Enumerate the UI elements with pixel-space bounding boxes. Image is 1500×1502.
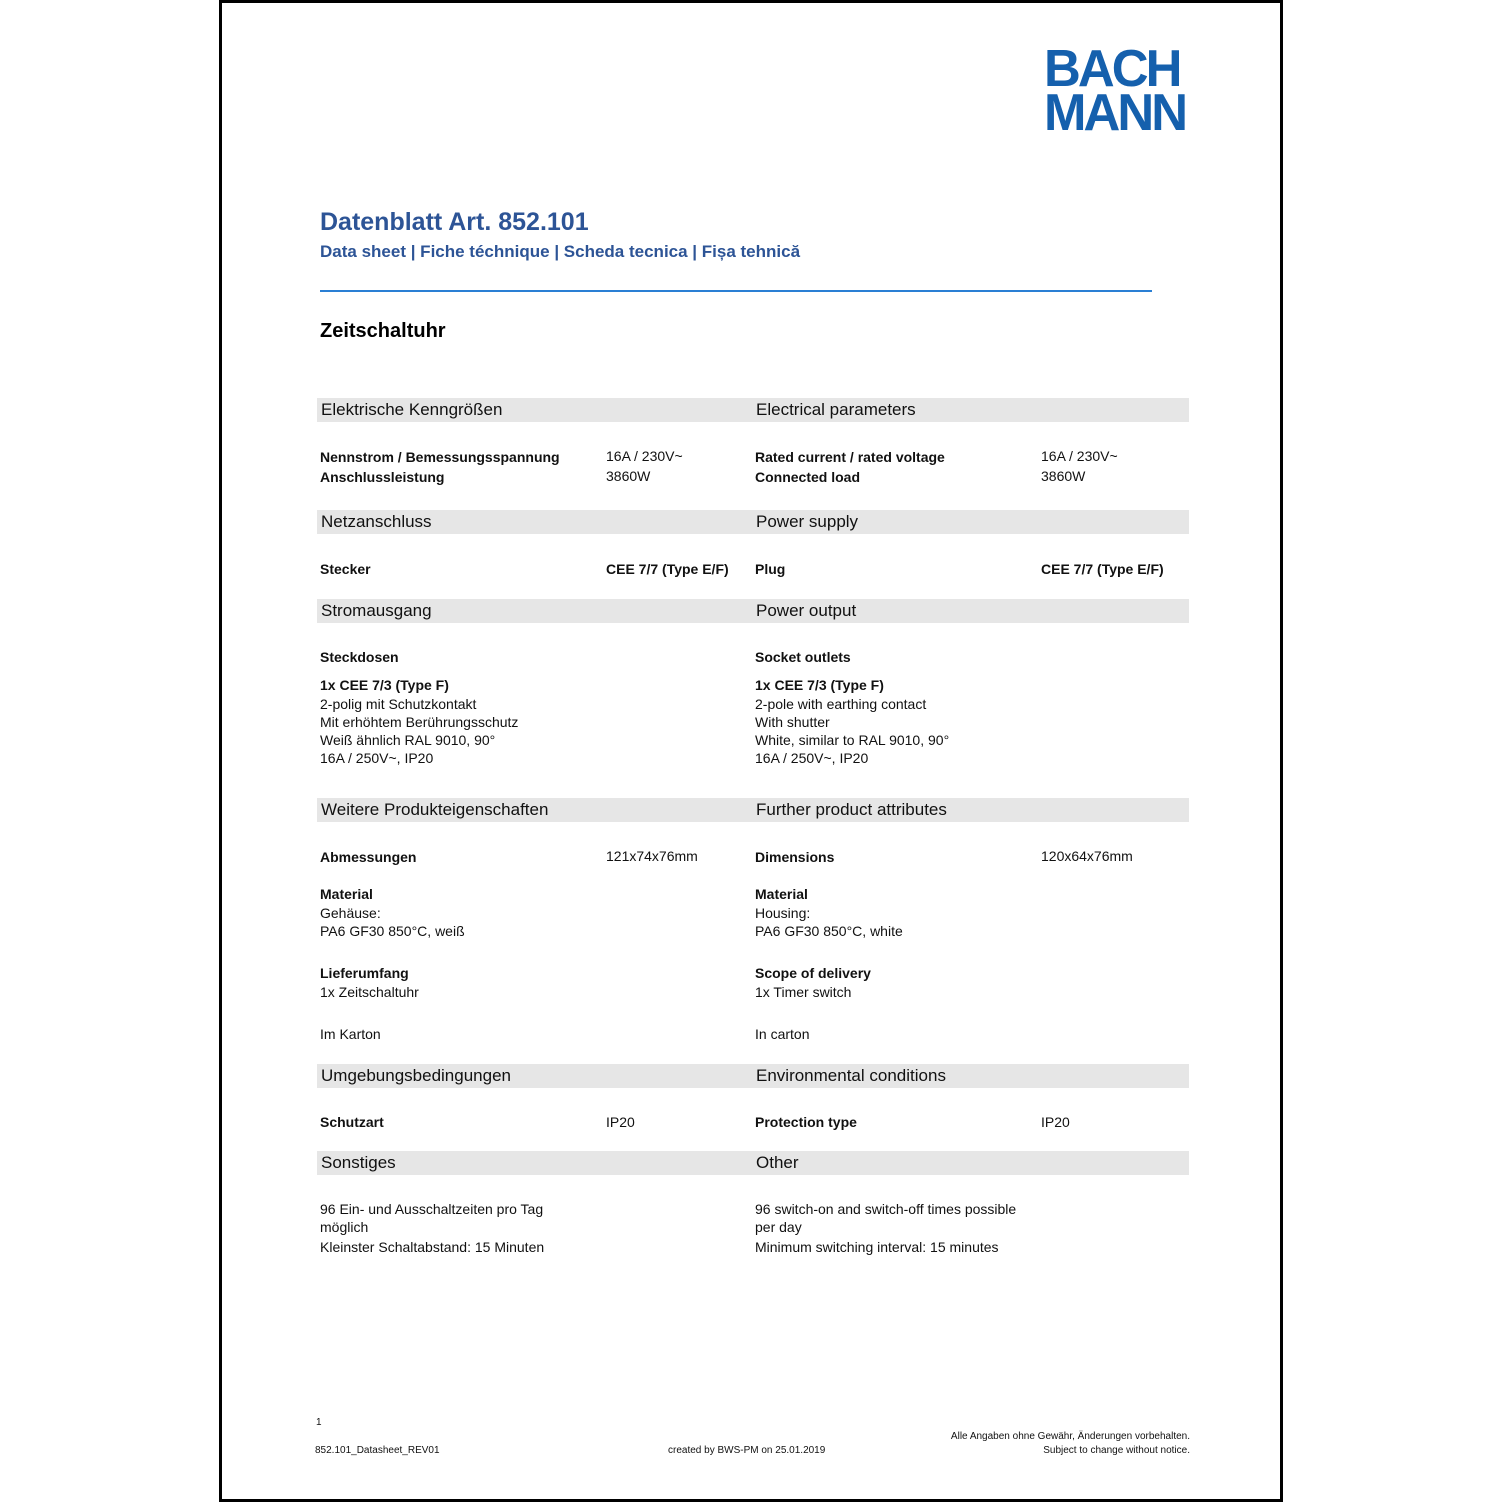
created-info: created by BWS-PM on 25.01.2019 bbox=[668, 1445, 826, 1456]
spec-value: 16A / 230V~ bbox=[606, 448, 683, 464]
socket-detail: Mit erhöhtem Berührungsschutz bbox=[320, 714, 519, 730]
document-id: 852.101_Datasheet_REV01 bbox=[315, 1445, 440, 1456]
spec-label: Connected load bbox=[755, 469, 861, 485]
spec-heading: Socket outlets bbox=[755, 649, 851, 665]
section-header-other bbox=[317, 1151, 1189, 1175]
disclaimer-de: Alle Angaben ohne Gewähr, Änderungen vorbehalten. bbox=[950, 1431, 1190, 1442]
spec-label: Protection type bbox=[755, 1114, 857, 1130]
socket-type: 1x CEE 7/3 (Type F) bbox=[320, 677, 449, 693]
other-detail: 96 switch-on and switch-off times possible bbox=[755, 1201, 1017, 1217]
section-title-de: Stromausgang bbox=[321, 601, 432, 620]
section-title-de: Netzanschluss bbox=[321, 512, 432, 531]
other-detail: Minimum switching interval: 15 minutes bbox=[755, 1239, 999, 1255]
section-title-de: Sonstiges bbox=[321, 1153, 396, 1172]
section-title-en: Other bbox=[756, 1153, 799, 1172]
page-title: Datenblatt Art. 852.101 bbox=[320, 208, 589, 236]
socket-detail: 2-polig mit Schutzkontakt bbox=[320, 696, 477, 712]
section-header-power-supply bbox=[317, 510, 1189, 534]
section-title-en: Power supply bbox=[756, 512, 859, 531]
header-divider bbox=[320, 290, 1152, 292]
other-detail: per day bbox=[755, 1219, 802, 1235]
section-header-power-output bbox=[317, 599, 1189, 623]
spec-label: Lieferumfang bbox=[320, 965, 409, 981]
socket-detail: With shutter bbox=[755, 714, 830, 730]
spec-value: 120x64x76mm bbox=[1041, 848, 1133, 864]
spec-label: Scope of delivery bbox=[755, 965, 871, 981]
section-title-en: Power output bbox=[756, 601, 857, 620]
section-title-de: Umgebungsbedingungen bbox=[321, 1066, 511, 1085]
spec-label: Nennstrom / Bemessungsspannung bbox=[320, 449, 560, 465]
spec-label: Abmessungen bbox=[320, 849, 417, 865]
other-detail: möglich bbox=[320, 1219, 369, 1235]
delivery-item: 1x Zeitschaltuhr bbox=[320, 984, 419, 1000]
socket-detail: White, similar to RAL 9010, 90° bbox=[755, 732, 950, 748]
spec-value: 3860W bbox=[1041, 468, 1086, 484]
section-title-en: Further product attributes bbox=[756, 800, 947, 819]
spec-heading: Steckdosen bbox=[320, 649, 399, 665]
spec-label: Anschlussleistung bbox=[320, 469, 445, 485]
socket-detail: 16A / 250V~, IP20 bbox=[320, 750, 434, 766]
socket-detail: 16A / 250V~, IP20 bbox=[755, 750, 869, 766]
datasheet-page bbox=[219, 0, 1283, 1502]
delivery-item: 1x Timer switch bbox=[755, 984, 852, 1000]
spec-value: CEE 7/7 (Type E/F) bbox=[606, 561, 729, 577]
material-detail: PA6 GF30 850°C, weiß bbox=[320, 923, 465, 939]
spec-label: Material bbox=[755, 886, 808, 902]
spec-label: Stecker bbox=[320, 561, 371, 577]
spec-label: Dimensions bbox=[755, 849, 835, 865]
spec-value: 121x74x76mm bbox=[606, 848, 698, 864]
socket-detail: Weiß ähnlich RAL 9010, 90° bbox=[320, 732, 496, 748]
spec-label: Plug bbox=[755, 561, 786, 577]
delivery-packaging: Im Karton bbox=[320, 1026, 381, 1042]
material-detail: Gehäuse: bbox=[320, 905, 381, 921]
socket-detail: 2-pole with earthing contact bbox=[755, 696, 927, 712]
spec-value: IP20 bbox=[606, 1114, 635, 1130]
section-header-environmental bbox=[317, 1064, 1189, 1088]
product-name: Zeitschaltuhr bbox=[320, 320, 446, 342]
spec-label: Material bbox=[320, 886, 373, 902]
spec-label: Schutzart bbox=[320, 1114, 384, 1130]
material-detail: PA6 GF30 850°C, white bbox=[755, 923, 903, 939]
section-header-product-attributes bbox=[317, 798, 1189, 822]
page-number: 1 bbox=[316, 1417, 322, 1428]
logo-line-1: BACH bbox=[1044, 40, 1180, 98]
socket-type: 1x CEE 7/3 (Type F) bbox=[755, 677, 884, 693]
section-title-en: Environmental conditions bbox=[756, 1066, 946, 1085]
bachmann-logo bbox=[1044, 40, 1192, 142]
spec-value: 16A / 230V~ bbox=[1041, 448, 1118, 464]
spec-label: Rated current / rated voltage bbox=[755, 449, 945, 465]
section-header-electrical bbox=[317, 398, 1189, 422]
spec-value: CEE 7/7 (Type E/F) bbox=[1041, 561, 1164, 577]
section-title-en: Electrical parameters bbox=[756, 400, 916, 419]
section-title-de: Weitere Produkteigenschaften bbox=[321, 800, 549, 819]
spec-value: 3860W bbox=[606, 468, 651, 484]
delivery-packaging: In carton bbox=[755, 1026, 810, 1042]
material-detail: Housing: bbox=[755, 905, 811, 921]
logo-line-2: MANN bbox=[1044, 84, 1186, 142]
disclaimer-en: Subject to change without notice. bbox=[1043, 1445, 1190, 1456]
page-subtitle: Data sheet | Fiche téchnique | Scheda tecnica | Fișa tehnică bbox=[320, 242, 801, 261]
other-detail: 96 Ein- und Ausschaltzeiten pro Tag bbox=[320, 1201, 544, 1217]
other-detail: Kleinster Schaltabstand: 15 Minuten bbox=[320, 1239, 545, 1255]
section-title-de: Elektrische Kenngrößen bbox=[321, 400, 503, 419]
spec-value: IP20 bbox=[1041, 1114, 1070, 1130]
